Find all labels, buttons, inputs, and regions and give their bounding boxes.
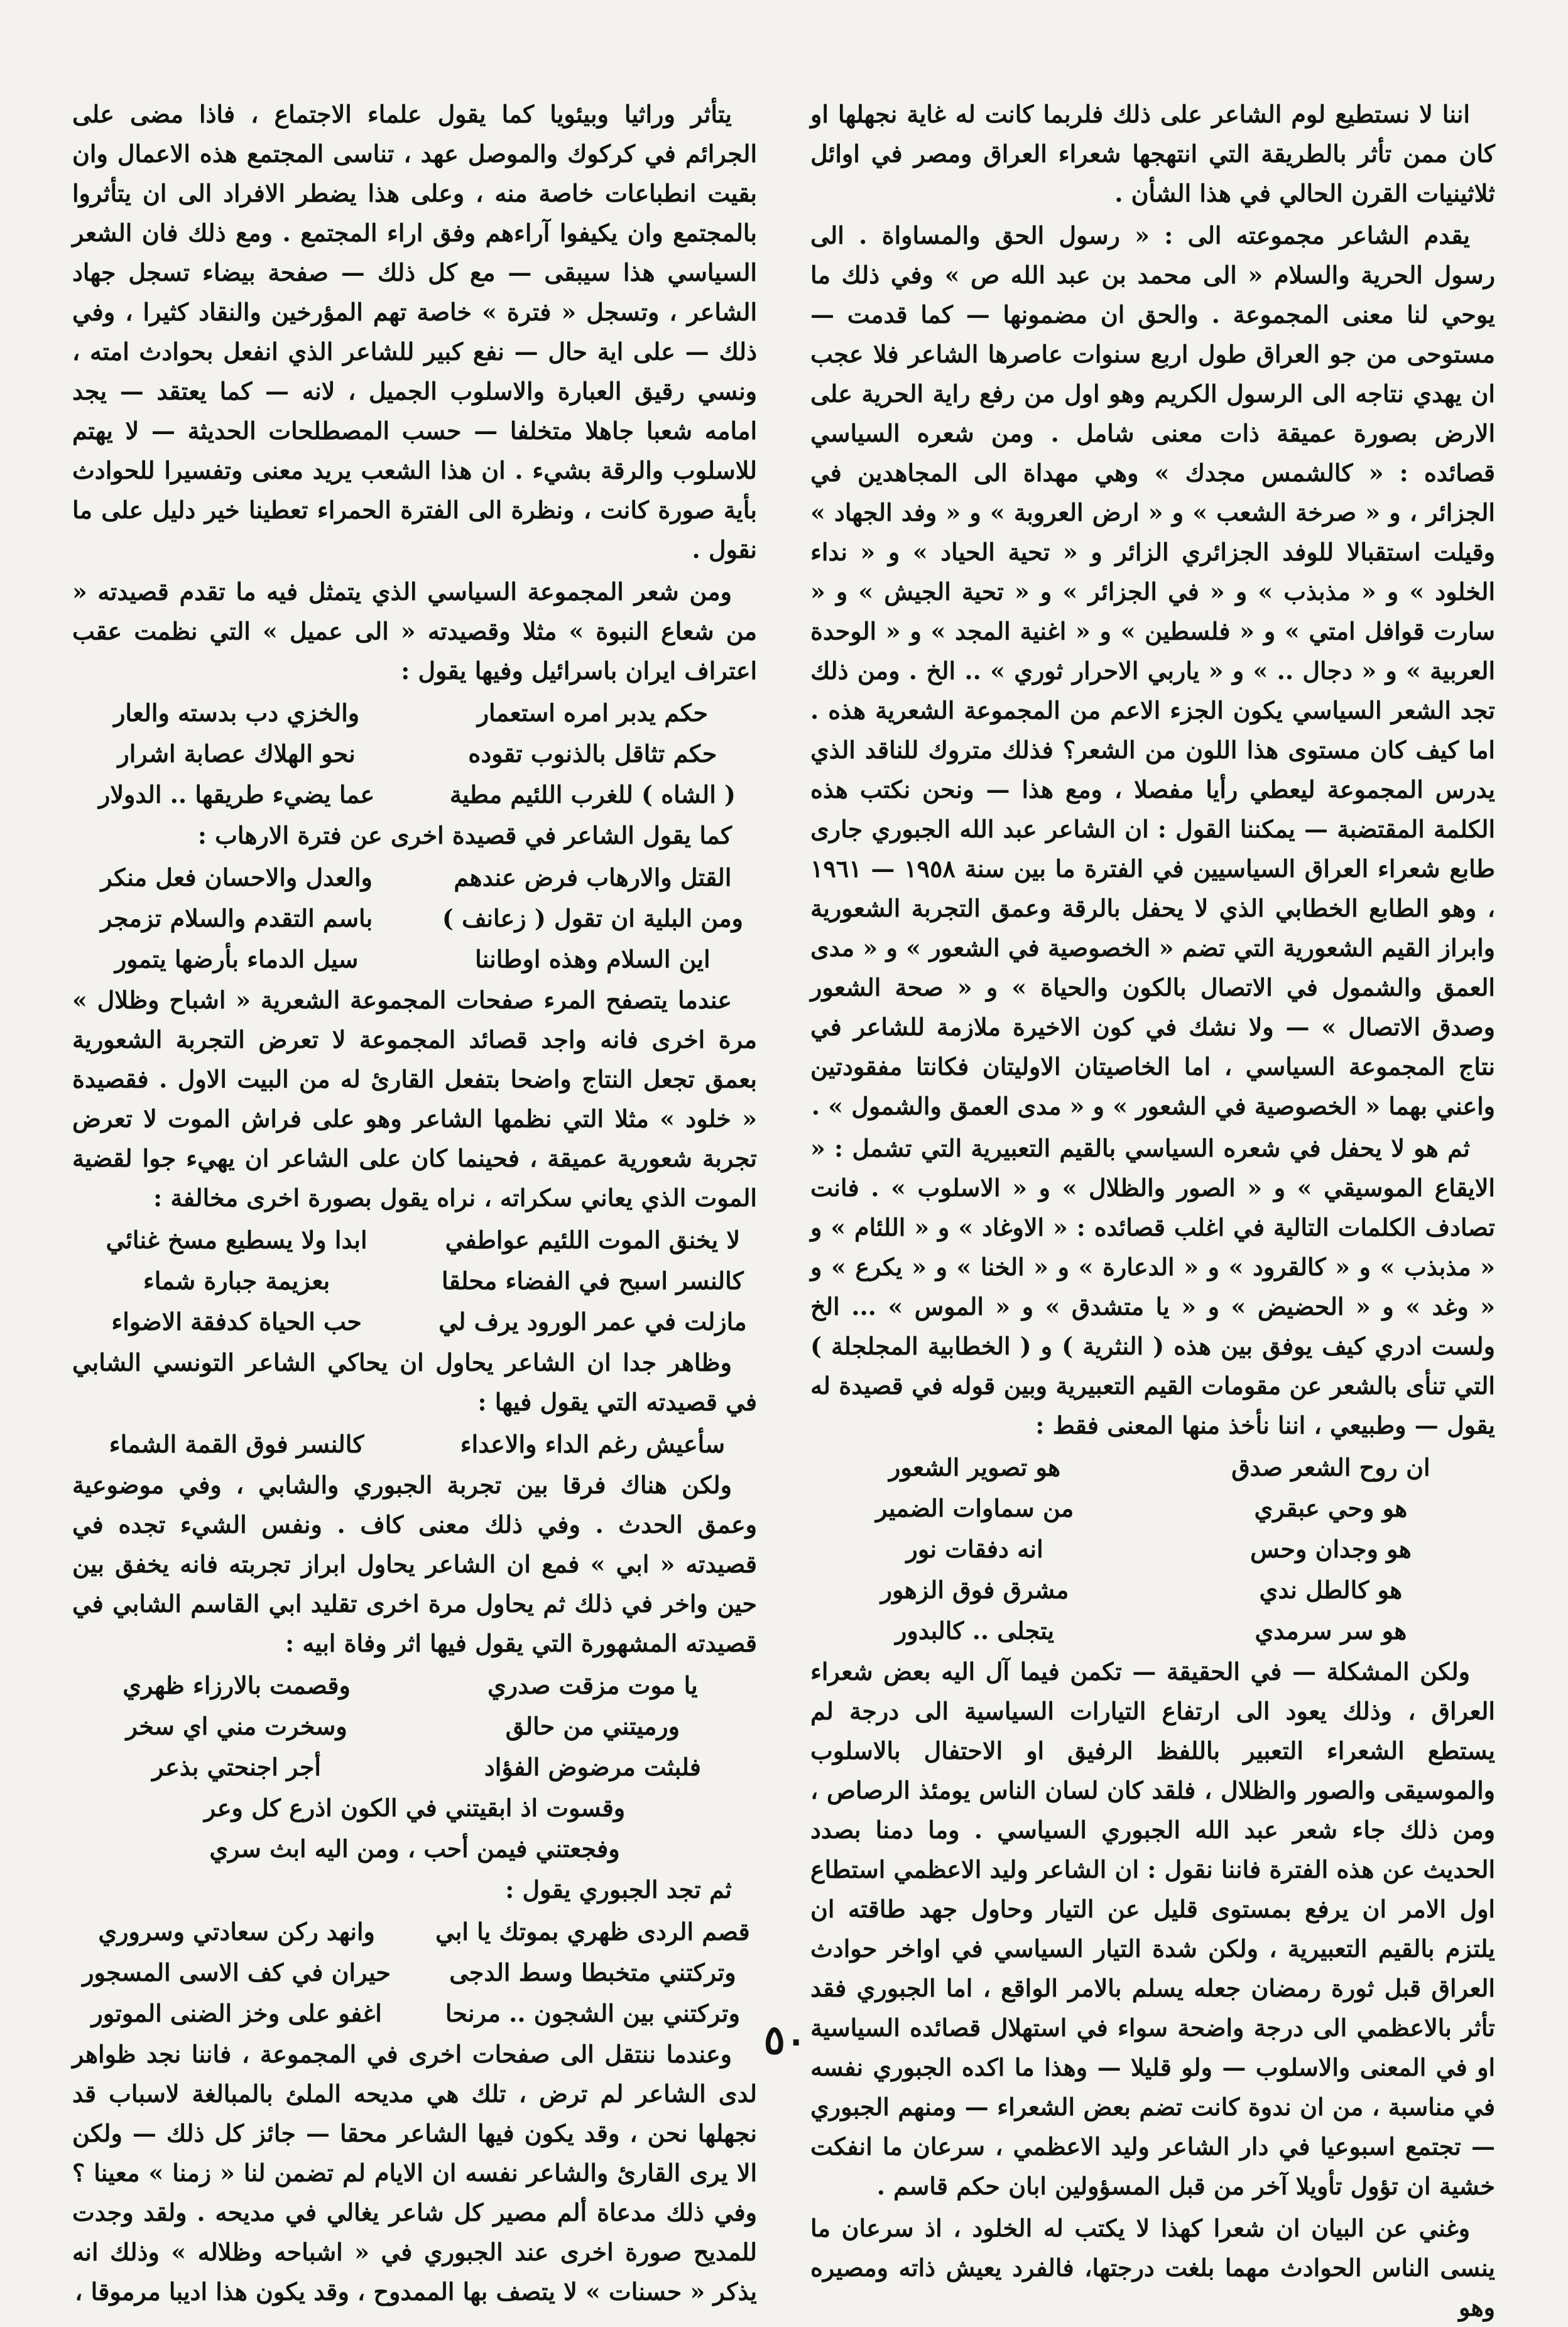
poem-verse: ورميتني من حالق وسخرت مني اي سخر bbox=[126, 1712, 680, 1740]
poem-verse: هو وجدان وحس انه دفقات نور bbox=[906, 1535, 1412, 1563]
poem-verse-single: وقسوت اذ ابقيتني في الكون اذرع كل وعر bbox=[204, 1794, 626, 1822]
paragraph: عندما يتصفح المرء صفحات المجموعة الشعرية « اشباح وظلال » مرة اخرى فانه واجد قصائد المجموعة لا تعرض التجربة الشعورية بعمق تجعل النتاج واضحا بتفعل القارئ له من البيت الاول . فقصيدة « خلود » مثلا التي نظمها الشاعر وهو على فراش الموت لا تعرض تجربة شعورية عميقة ، فحينما كان على الشاعر ان يهيء جوا لقضية الموت الذي يعاني سكراته ، نراه يقول بصورة اخرى مخالفة : bbox=[72, 986, 757, 1212]
paragraph: يتأثر وراثيا وبيئويا كما يقول علماء الاجتماع ، فاذا مضى على الجرائم في كركوك والموصل عهد ، تناسى المجتمع هذه الاعمال وان بقيت انطباعات خاصة منه ، وعلى هذا يضطر الافراد الى ان يتأثروا بالمجتمع وان يكيفوا آراءهم وفق اراء المجتمع . ومع ذلك فان الشعر السياسي هذا سيبقى — مع كل ذلك — صفحة بيضاء تسجل جهاد الشاعر ، وتسجل « فترة » خاصة تهم المؤرخين والنقاد كثيرا ، وفي ذلك — على اية حال — نفع كبير للشاعر الذي انفعل بحوادث امته ، ونسي رقيق العبارة والاسلوب الجميل ، لانه — كما يعتقد — يجد امامه شعبا جاهلا متخلفا — حسب المصطلحات الحديثة — لا يهتم للاسلوب والرقة بشيء . ان هذا الشعب يريد معنى وتفسيرا للحوادث بأية صورة كانت ، ونظرة الى الفترة الحمراء تعطينا خير دليل على ما نقول . bbox=[72, 100, 758, 564]
poem-verse: هو وحي عبقري من سماوات الضمير bbox=[875, 1494, 1408, 1522]
poem-verse: مازلت في عمر الورود يرف لي حب الحياة كدفقة الاضواء bbox=[111, 1307, 747, 1336]
poem-verse: سأعيش رغم الداء والاعداء كالنسر فوق القمة الشماء bbox=[109, 1430, 726, 1458]
paragraph: ولكن هناك فرقا بين تجربة الجبوري والشابي ، وفي موضوعية وعمق الحدث . وفي ذلك معنى كاف . ونفس الشيء تجده في قصيدته « ابي » فمع ان الشاعر يحاول ابراز تجربته فانه يخفق بين حين واخر في ذلك ثم يحاول مرة اخرى تقليد ابي القاسم الشابي في قصيدته المشهورة التي يقول فيها اثر وفاة ابيه : bbox=[72, 1471, 757, 1657]
poem-verse: هو كالطل ندي مشرق فوق الزهور bbox=[880, 1576, 1403, 1604]
paragraph: ثم تجد الجبوري يقول : bbox=[505, 1875, 732, 1904]
poem-verse: هو سر سرمدي يتجلى .. كالبدور bbox=[895, 1616, 1407, 1645]
poem-verse: قصم الردى ظهري بموتك يا ابي وانهد ركن سعادتي وسروري bbox=[98, 1917, 750, 1946]
poem-verse: وتركتني بين الشجون .. مرنحا اغفو على وخز الضنى الموتور bbox=[91, 1999, 740, 2027]
poem-verse: لا يخنق الموت اللئيم عواطفي ابدا ولا يسطيع مسخ غنائي bbox=[106, 1226, 741, 1254]
page-number: ٥٠ bbox=[763, 2017, 807, 2064]
poem-verse: حكم تثاقل بالذنوب تقوده نحو الهلاك عصابة اشرار bbox=[117, 739, 717, 768]
paragraph: يقدم الشاعر مجموعته الى : « رسول الحق والمساواة . الى رسول الحرية والسلام « الى محمد بن عبد الله ص » وفي ذلك ما يوحي لنا معنى المجموعة . والحق ان مضمونها — كما قدمت — مستوحى من جو العراق طول اربع سنوات عاصرها الشاعر فلا عجب ان يهدي نتاجه الى الرسول الكريم وهو اول من رفع راية الحرية على الارض بصورة عميقة ذات معنى شامل . ومن شعره السياسي قصائده : « كالشمس مجدك » وهي مهداة الى المجاهدين في الجزائر ، و « صرخة الشعب » و « ارض العروبة » و « وفد الجهاد » وقيلت استقبالا للوفد الجزائري الزائر و « تحية الحياد » و « نداء الخلود » و « مذبذب » و « في الجزائر » و « تحية الجيش » و « سارت قوافل امتي » و « فلسطين » و « اغنية المجد » و « الوحدة العربية » و « دجال .. » و « ياربي الاحرار ثوري » .. الخ . ومن ذلك تجد الشعر السياسي يكون الجزء الاعم من المجموعة الشعرية هذه . اما كيف كان مستوى هذا اللون من الشعر؟ فذلك متروك للناقد الذي يدرس المجموعة ليعطي رأيا مفصلا ، ومع هذا — ونحن نكتب هذه الكلمة المقتضبة — يمكننا القول : ان الشاعر عبد الله الجبوري جارى طابع شعراء العراق السياسيين في الفترة ما بين سنة ١٩٥٨ — ١٩٦١ ، وهو الطابع الخطابي الذي لا يحفل بالرقة وعمق التجربة الشعورية وابراز القيم الشعورية التي تضم « الخصوصية في الشعور » و « مدى العمق والشمول في الاتصال بالكون والحياة » و « صحة الشعور وصدق الاتصال » — ولا نشك في كون الاخيرة ملازمة للشاعر في نتاج المجموعة السياسي ، اما الخاصيتان الاوليتان فكانتا مفقودتين واعني بهما « الخصوصية في الشعور » و « مدى العمق والشمول » . bbox=[810, 221, 1495, 1120]
poem-verse: فلبثت مرضوض الفؤاد أجر اجنحتي بذعر bbox=[152, 1753, 701, 1781]
right-column bbox=[810, 94, 1495, 2321]
paragraph: ولكن المشكلة — في الحقيقة — تكمن فيما آل اليه بعض شعراء العراق ، وذلك يعود الى ارتفاع التيارات السياسية الى درجة لم يستطع الشعراء التعبير باللفظ الرفيق او الاحتفال بالاسلوب والموسيقى والصور والظلال ، فلقد كان لسان الناس يومئذ الرصاص ، ومن ذلك جاء شعر عبد الله الجبوري السياسي . وما دمنا بصدد الحديث عن هذه الفترة فاننا نقول : ان الشاعر وليد الاعظمي استطاع اول الامر ان يرفع بمستوى قليل عن التيار وحاول جهد طاقته ان يلتزم بالقيم التعبيرية ، ولكن شدة التيار السياسي في اواخر حوادث العراق قبل ثورة رمضان جعله يسلم بالامر الواقع ، اما الجبوري فقد تأثر بالاعظمي الى درجة واضحة سواء في استهلال قصائده السياسية او في المعنى والاسلوب — ولو قليلا — وهذا ما اكده الجبوري نفسه في مناسبة ، من ان ندوة كانت تضم بعض الشعراء — ومنهم الجبوري — تجتمع اسبوعيا في دار الشاعر وليد الاعظمي ، سرعان ما انفكت خشية ان تؤول تأويلا آخر من قبل المسؤولين ابان حكم قاسم . bbox=[810, 1657, 1495, 2200]
poem-verse: حكم يدبر امره استعمار والخزي دب بدسته والعار bbox=[114, 699, 709, 727]
paragraph: وظاهر جدا ان الشاعر يحاول ان يحاكي الشاعر التونسي الشابي في قصيدته التي يقول فيها : bbox=[72, 1348, 757, 1416]
poem-verse: وتركتني متخبطا وسط الدجى حيران في كف الاسى المسجور bbox=[82, 1958, 736, 1986]
paragraph: اننا لا نستطيع لوم الشاعر على ذلك فلربما كانت له غاية نجهلها او كان ممن تأثر بالطريقة التي انتهجها شعراء العراق ومصر في اوائل ثلاثينيات القرن الحالي في هذا الشأن . bbox=[810, 100, 1495, 207]
paragraph: ومن شعر المجموعة السياسي الذي يتمثل فيه ما تقدم قصيدته « من شعاع النبوة » مثلا وقصيدته « الى عميل » التي نظمت عقب اعتراف ايران باسرائيل وفيها يقول : bbox=[72, 577, 757, 685]
poem-verse: اين السلام وهذه اوطاننا سيل الدماء بأرضها يتمور bbox=[114, 945, 710, 973]
paragraph: ثم هو لا يحفل في شعره السياسي بالقيم التعبيرية التي تشمل : « الايقاع الموسيقي » و « الصور والظلال » و « الاسلوب » . فانت تصادف الكلمات التالية في اغلب قصائده : « الاوغاد » و « اللئام » و « مذبذب » و « كالقرود » و « الدعارة » و « الخنا » و « يكرع » و « وغد » و « الحضيض » و « يا متشدق » و « الموس » ... الخ ولست ادري كيف يوفق بين هذه ( النثرية ) و ( الخطابية المجلجلة ) التي تنأى بالشعر عن مقومات القيم التعبيرية وبين قوله في قصيدة له يقول — وطبيعي ، اننا نأخذ منها المعنى فقط : bbox=[810, 1134, 1495, 1439]
paragraph: كما يقول الشاعر في قصيدة اخرى عن فترة الارهاب : bbox=[197, 821, 732, 849]
poem-verse: القتل والارهاب فرض عندهم والعدل والاحسان فعل منكر bbox=[101, 863, 732, 891]
poem-verse: يا موت مزقت صدري وقصمت بالارزاء ظهري bbox=[122, 1671, 698, 1699]
poem-verse-single: وفجعتني فيمن أحب ، ومن اليه ابث سري bbox=[209, 1834, 620, 1863]
poem-verse: ان روح الشعر صدق هو تصوير الشعور bbox=[889, 1453, 1430, 1481]
paragraph: وعندما ننتقل الى صفحات اخرى في المجموعة ، فاننا نجد ظواهر لدى الشاعر لم ترض ، تلك هي مديحه الملئ بالمبالغة لاسباب قد نجهلها نحن ، وقد يكون فيها الشاعر محقا — جائز كل ذلك — ولكن الا يرى القارئ والشاعر نفسه ان الايام لم تضمن لنا « زمنا » معينا ؟ وفي ذلك مدعاة ألم مصير كل شاعر يغالي في مديحه . ولقد وجدت للمديح صورة اخرى عند الجبوري في « اشباحه وظلاله » وذلك انه يذكر « حسنات » لا يتصف بها الممدوح ، وقد يكون هذا اديبا مرموقا ، bbox=[72, 2040, 757, 2306]
paragraph: وغني عن البيان ان شعرا كهذا لا يكتب له الخلود ، اذ سرعان ما ينسى الناس الحوادث مهما بلغت درجتها، فالفرد يعيش ذاته ومصيره وهو bbox=[810, 2214, 1495, 2321]
poem-verse: ومن البلية ان تقول ( زعانف ) باسم التقدم والسلام تزمجر bbox=[100, 904, 743, 932]
poem-verse: ( الشاه ) للغرب اللئيم مطية عما يضيء طريقها .. الدولار bbox=[98, 780, 736, 809]
left-column bbox=[72, 94, 758, 2306]
poem-verse: كالنسر اسبح في الفضاء محلقا بعزيمة جبارة شماء bbox=[143, 1267, 744, 1295]
